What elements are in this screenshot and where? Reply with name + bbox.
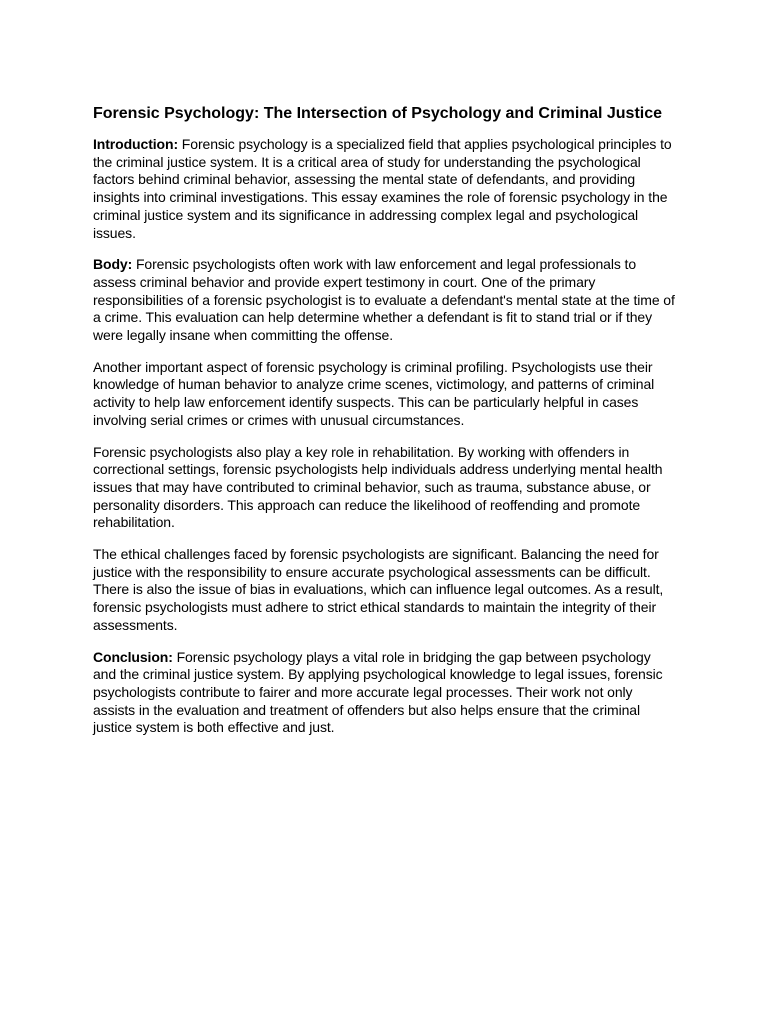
paragraph-text: Forensic psychology plays a vital role in bridging the gap between psychology and the criminal justice system. By applying psychological knowledge to legal issues, forensic psychologists contribute to fairer and more accurate legal processes. Their work not only assists in the evaluation and treatment of offenders but also helps ensure that the criminal justice system is both effective and just. (93, 648, 663, 736)
paragraph-body (93, 256, 677, 345)
paragraph-text: The ethical challenges faced by forensic psychologists are significant. Balancing the need for justice with the responsibility to ensure accurate psychological assessments can be difficult. There is also the issue of bias in evaluations, which can influence legal outcomes. As a result, forensic psychologists must adhere to strict ethical standards to maintain the integrity of their assessments. (93, 546, 664, 633)
paragraph-lead: Conclusion: (93, 648, 173, 665)
paragraph-conclusion (93, 649, 677, 738)
paragraph-introduction (93, 136, 677, 242)
paragraph-ethics (93, 546, 677, 635)
paragraph-lead: Body: (93, 256, 133, 273)
document-page (93, 103, 677, 751)
paragraph-text: Forensic psychology is a specialized field that applies psychological principles to the criminal justice system. It is a critical area of study for understanding the psychological factors behind criminal behavior, assessing the mental state of defendants, and providing insights into criminal investigations. This essay examines the role of forensic psychology in the criminal justice system and its significance in addressing complex legal and psychological issues. (93, 136, 672, 241)
paragraph-text: Forensic psychologists often work with law enforcement and legal professionals to assess criminal behavior and provide expert testimony in court. One of the primary responsibilities of a forensic psychologist is to evaluate a defendant's mental state at the time of a crime. This evaluation can help determine whether a defendant is fit to stand trial or if they were legally insane when committing the offense. (93, 256, 675, 344)
document-title: Forensic Psychology: The Intersection of Psychology and Criminal Justice (93, 105, 663, 122)
paragraph-rehabilitation (93, 444, 677, 533)
paragraph-lead: Introduction: (93, 136, 179, 152)
paragraph-text: Forensic psychologists also play a key role in rehabilitation. By working with offenders in correctional settings, forensic psychologists help individuals address underlying mental health issues that may have contributed to criminal behavior, such as trauma, substance abuse, or personality disorders. This approach can reduce the likelihood of reoffending and promote rehabilitation. (93, 443, 663, 531)
paragraph-profiling (93, 359, 677, 430)
paragraph-text: Another important aspect of forensic psychology is criminal profiling. Psychologists use their knowledge of human behavior to analyze crime scenes, victimology, and patterns of criminal activity to help law enforcement identify suspects. This can be particularly helpful in cases involving serial crimes or crimes with unusual circumstances. (93, 358, 655, 428)
